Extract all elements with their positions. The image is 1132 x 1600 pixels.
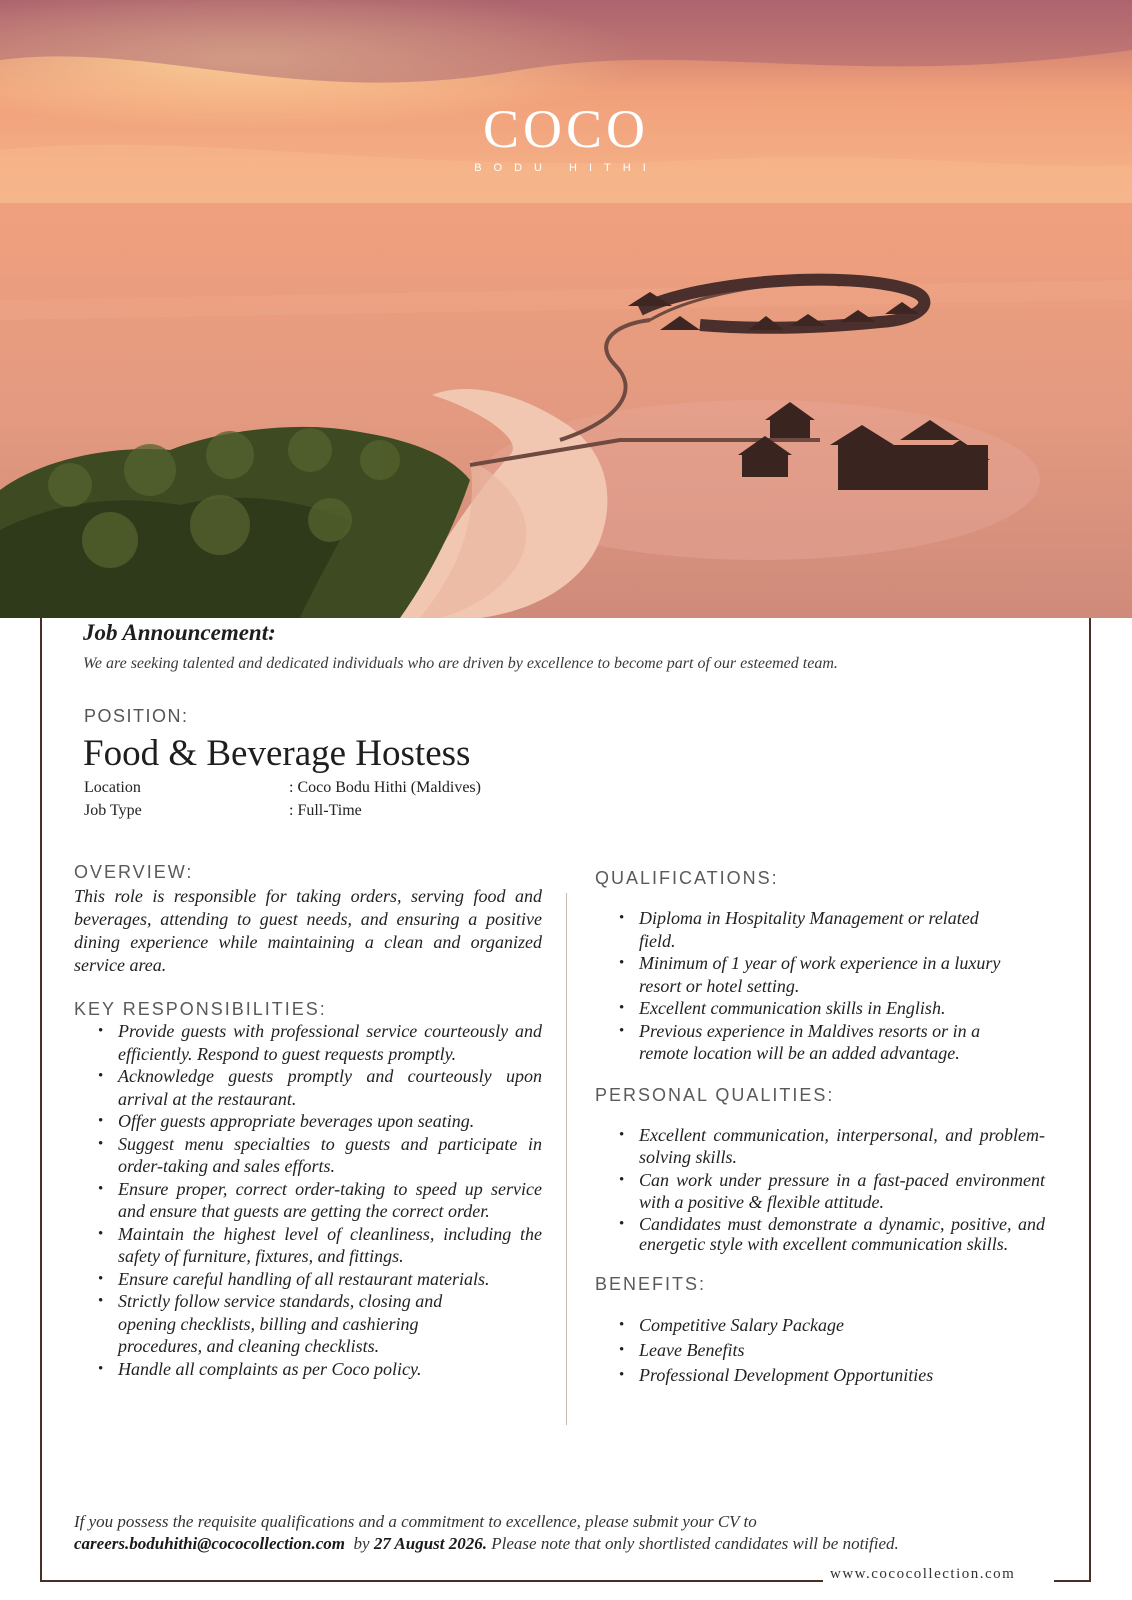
column-divider (566, 893, 567, 1425)
application-instructions (74, 1511, 1064, 1555)
list-item: • Previous experience in Maldives resorts or in a remote location will be an added advantage. (595, 1020, 1045, 1065)
right-column (595, 868, 1045, 1388)
list-item: • Competitive Salary Package (595, 1313, 1045, 1338)
hero-illustration (0, 0, 1132, 618)
announcement-title: Job Announcement: (83, 620, 276, 645)
jobtype-key: Job Type (84, 802, 142, 819)
list-item: • Handle all complaints as per Coco policy. (74, 1358, 542, 1381)
shortlist-note: Please note that only shortlisted candidates will be notified. (491, 1534, 899, 1553)
application-deadline: 27 August 2026. (373, 1534, 488, 1553)
personal-qualities-heading: PERSONAL QUALITIES: (595, 1084, 835, 1105)
overview-heading: OVERVIEW: (74, 862, 194, 882)
left-column (74, 862, 542, 1380)
list-item: • Provide guests with professional service courteously and efficiently. Respond to guest requests promptly. (74, 1020, 542, 1065)
logo-wordmark: COCO (482, 99, 650, 159)
announcement-intro: We are seeking talented and dedicated individuals who are driven by excellence to become part of our esteemed team. (83, 655, 838, 672)
qualifications-list (595, 907, 1045, 1065)
list-item: • Minimum of 1 year of work experience in a luxury resort or hotel setting. (595, 952, 1045, 997)
list-item: • Professional Development Opportunities (595, 1363, 1045, 1388)
list-item: • Leave Benefits (595, 1338, 1045, 1363)
frame-bottom-border (40, 1580, 823, 1582)
personal-qualities-list (595, 1124, 1045, 1254)
application-email-link[interactable]: careers.boduhithi@cococollection.com (74, 1534, 346, 1553)
benefits-heading: BENEFITS: (595, 1273, 707, 1294)
jobtype-value: : Full-Time (289, 802, 362, 819)
list-item: • Offer guests appropriate beverages upon seating. (74, 1110, 542, 1133)
list-item: • Candidates must demonstrate a dynamic, positive, and energetic style with excellent communication skills. (595, 1214, 1045, 1254)
website-link[interactable]: www.cococollection.com (830, 1566, 1016, 1582)
footer-by: by (353, 1534, 370, 1553)
location-key: Location (84, 779, 141, 796)
location-value: : Coco Bodu Hithi (Maldives) (289, 779, 481, 796)
responsibilities-heading: KEY RESPONSIBILITIES: (74, 999, 327, 1019)
footer-line1: If you possess the requisite qualifications and a commitment to excellence, please submit your CV to (74, 1512, 757, 1531)
frame-right-border (1089, 618, 1091, 1582)
frame-left-border (40, 618, 42, 1582)
hero-image (0, 0, 1132, 618)
list-item: • Acknowledge guests promptly and courteously upon arrival at the restaurant. (74, 1065, 542, 1110)
list-item: • Can work under pressure in a fast-paced environment with a positive & flexible attitude. (595, 1169, 1045, 1214)
benefits-list (595, 1313, 1045, 1388)
position-label: POSITION: (84, 706, 189, 726)
list-item: • Maintain the highest level of cleanliness, including the safety of furniture, fixtures, and fittings. (74, 1223, 542, 1268)
qualifications-heading: QUALIFICATIONS: (595, 868, 779, 888)
frame-bottom-border-end (1054, 1580, 1091, 1582)
list-item: • Ensure careful handling of all restaurant materials. (74, 1268, 542, 1291)
logo-subtitle: BODU HITHI (474, 162, 658, 174)
overview-text: This role is responsible for taking orders, serving food and beverages, attending to guest needs, and ensuring a positive dining experience while maintaining a clean and organized service area. (74, 886, 542, 975)
responsibilities-list (74, 1020, 542, 1380)
list-item: • Excellent communication, interpersonal, and problem-solving skills. (595, 1124, 1045, 1169)
list-item: • Suggest menu specialties to guests and participate in order-taking and sales efforts. (74, 1133, 542, 1178)
position-title: Food & Beverage Hostess (83, 733, 471, 774)
list-item: • Diploma in Hospitality Management or related field. (595, 907, 1045, 952)
list-item: • Ensure proper, correct order-taking to speed up service and ensure that guests are getting the correct order. (74, 1178, 542, 1223)
list-item: • Excellent communication skills in English. (595, 997, 1045, 1020)
list-item: • Strictly follow service standards, closing and opening checklists, billing and cashiering procedures, and cleaning checklists. (74, 1290, 542, 1358)
